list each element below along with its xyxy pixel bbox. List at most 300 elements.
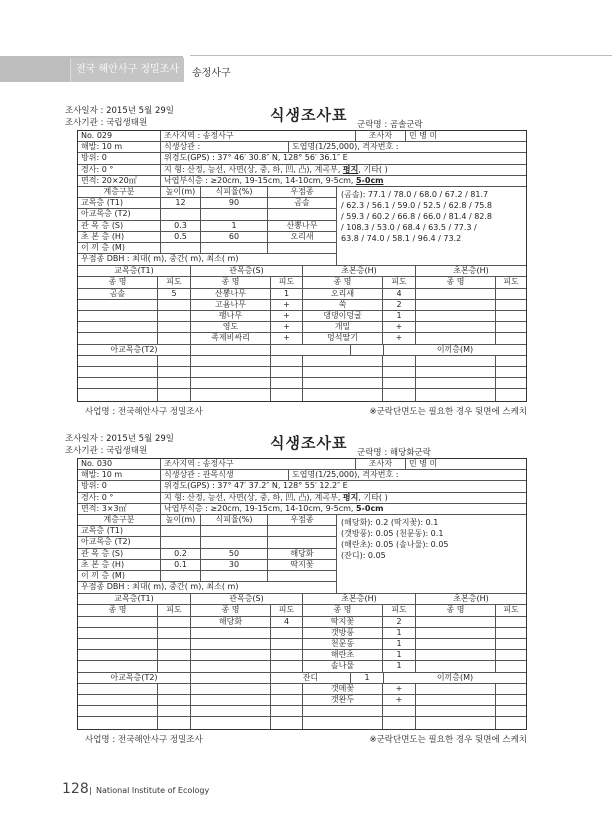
species-row xyxy=(78,650,526,661)
species-cell xyxy=(496,650,526,660)
species-cell xyxy=(496,661,526,671)
species-cell xyxy=(271,378,303,388)
species-cell xyxy=(78,650,158,660)
project-name: 사업명 : 전국해안사구 정밀조사 xyxy=(85,406,203,417)
litter-selected: 5-0cm xyxy=(355,503,384,513)
layer-cell: 60 xyxy=(201,232,268,242)
survey-agency: 조사기관 : 국립생태원 xyxy=(65,118,148,128)
cell: No. 030 xyxy=(78,459,161,469)
terrain-cell xyxy=(161,165,526,175)
species-cell xyxy=(78,695,158,705)
layer-cell xyxy=(161,526,201,536)
mid-cell: 잔디 xyxy=(271,673,351,683)
species-cell xyxy=(383,706,416,716)
sketch-note: ※군락단면도는 필요한 경우 뒷면에 스케치 xyxy=(369,734,527,745)
species-row xyxy=(78,628,526,639)
species-cell xyxy=(158,684,191,694)
cell: 민 병 미 xyxy=(409,459,438,468)
species-cell xyxy=(191,356,271,366)
species-cell: + xyxy=(383,695,416,705)
species-row xyxy=(78,706,526,717)
layer-cell xyxy=(161,209,201,219)
row-slope xyxy=(78,493,526,504)
species-cell xyxy=(158,322,191,332)
layer-cell: 30 xyxy=(201,560,268,570)
species-cell xyxy=(383,389,416,400)
mid-cell: 이끼층(M) xyxy=(436,672,474,682)
species-cell xyxy=(158,389,191,400)
layer-cell: 이 끼 층 (M) xyxy=(78,571,161,581)
cell: 해발: 10 m xyxy=(78,142,161,152)
layer-row xyxy=(78,526,336,537)
species-cell: + xyxy=(271,333,303,343)
layer-cell: 산뽕나무 xyxy=(286,220,318,230)
row-area xyxy=(78,176,526,187)
survey-table xyxy=(77,130,527,402)
species-cell xyxy=(496,356,526,366)
column-header: 피도 xyxy=(158,277,191,287)
form-footer xyxy=(77,405,527,419)
layer-cell xyxy=(201,243,268,253)
column-header: 종 명 xyxy=(191,277,271,287)
species-cell xyxy=(416,650,496,660)
layer-row xyxy=(78,243,336,254)
species-cell xyxy=(383,378,416,388)
species-cell: 솔나물 xyxy=(303,661,383,671)
species-row xyxy=(78,333,526,344)
species-cell xyxy=(303,367,383,377)
column-header: 피도 xyxy=(503,605,519,615)
cover-line: (곰솔): 77.1 / 78.0 / 68.0 / 67.2 / 81.7 xyxy=(341,189,489,199)
litter-text: 낙엽부식층 : ≥20cm, 19-15cm, 14-10cm, 9-5cm, xyxy=(164,175,356,185)
species-row xyxy=(78,661,526,672)
mid-cell: 이끼층(M) xyxy=(436,344,474,354)
layer-cell xyxy=(268,571,336,581)
layer-cell: 50 xyxy=(201,549,268,559)
footer-org: National Institute of Ecology xyxy=(96,786,210,795)
species-cell xyxy=(78,356,158,366)
species-cell xyxy=(383,717,416,728)
species-cell xyxy=(303,717,383,728)
cover-line: (해당화): 0.2 (딱지꽃): 0.1 xyxy=(341,517,439,527)
layer-group-header: 관목층(S) xyxy=(191,266,303,276)
species-cell xyxy=(496,322,526,332)
cell: 조사자 xyxy=(356,459,406,469)
mid-cell: 아교목층(T2) xyxy=(78,345,191,355)
species-cell xyxy=(496,717,526,728)
species-cell xyxy=(191,695,271,705)
species-cell xyxy=(78,661,158,671)
column-header: 피도 xyxy=(383,277,416,287)
species-cell xyxy=(191,717,271,728)
layer-table xyxy=(78,515,337,593)
species-cell xyxy=(158,717,191,728)
layer-cell xyxy=(161,243,201,253)
species-cell xyxy=(158,333,191,343)
subcanopy-moss-row xyxy=(78,673,526,684)
species-table xyxy=(78,266,526,400)
litter-cell xyxy=(161,504,526,514)
species-cell: 고욤나무 xyxy=(191,300,271,310)
species-cell: 해란초 xyxy=(303,650,383,660)
species-cell xyxy=(78,617,158,627)
terrain-cell xyxy=(161,493,526,503)
species-cell xyxy=(496,311,526,321)
cell: 조사지역 : 송정사구 xyxy=(161,459,356,469)
species-cell: 4 xyxy=(271,617,303,627)
survey-date: 조사일자 : 2015년 5월 29일 xyxy=(65,106,175,116)
layer-cell xyxy=(201,537,268,547)
layer-row xyxy=(78,537,336,548)
project-name: 사업명 : 전국해안사구 정밀조사 xyxy=(85,734,203,745)
species-row xyxy=(78,367,526,378)
layer-row xyxy=(78,232,336,243)
species-cell xyxy=(383,367,416,377)
column-header: 종 명 xyxy=(303,605,383,615)
layer-header xyxy=(78,187,336,198)
species-row xyxy=(78,617,526,628)
layer-table xyxy=(78,187,337,265)
layer-row xyxy=(78,221,336,232)
community-name: 군락명 : 해당화군락 xyxy=(357,448,431,458)
layer-cell: 해당화 xyxy=(290,548,314,558)
mid-cell xyxy=(351,345,384,355)
litter-text: 낙엽부식층 : ≥20cm, 19-15cm, 14-10cm, 9-5cm, xyxy=(164,503,356,513)
site-name: 송정사구 xyxy=(192,68,231,79)
form-footer xyxy=(77,733,527,747)
cell: 면적: 3×3㎡ xyxy=(78,504,161,514)
species-cell xyxy=(271,650,303,660)
column-header: 피도 xyxy=(383,605,416,615)
layer-cell: 0.3 xyxy=(161,221,201,231)
sketch-note: ※군락단면도는 필요한 경우 뒷면에 스케치 xyxy=(369,406,527,417)
column-header: 종 명 xyxy=(416,277,496,287)
layer-header-cell: 계층구분 xyxy=(78,187,161,197)
layer-section xyxy=(78,187,526,266)
species-cell xyxy=(496,628,526,638)
form-title: 식생조사표 xyxy=(270,106,348,124)
species-row xyxy=(78,639,526,650)
species-cell xyxy=(158,628,191,638)
layer-cell xyxy=(201,571,268,581)
cell: 방위: 0 xyxy=(78,481,161,491)
species-cell: 1 xyxy=(383,639,416,649)
cell: 식생상관 : 관목식생 xyxy=(161,470,289,480)
column-header: 피도 xyxy=(271,277,303,287)
species-cell xyxy=(416,639,496,649)
cell: 도엽명(1/25,000), 격자번호 : xyxy=(292,470,399,480)
species-cell: 산뽕나무 xyxy=(191,289,271,299)
survey-agency: 조사기관 : 국립생태원 xyxy=(65,446,148,456)
layer-cell: 딱지꽃 xyxy=(290,559,314,569)
species-cell xyxy=(158,367,191,377)
cell: 위경도(GPS) : 37° 46′ 30.8″ N, 128° 56′ 36.1″ E xyxy=(164,153,348,163)
species-row xyxy=(78,695,526,706)
mid-cell xyxy=(191,345,271,355)
species-row xyxy=(78,322,526,333)
species-cell xyxy=(158,617,191,627)
survey-form-030 xyxy=(65,432,527,747)
species-cell xyxy=(496,617,526,627)
layer-section xyxy=(78,515,526,594)
dbh-row xyxy=(78,254,336,265)
layer-row xyxy=(78,549,336,560)
page-separator xyxy=(90,787,91,795)
layer-cell: 교목층 (T1) xyxy=(78,526,161,536)
species-cell: 해당화 xyxy=(191,617,271,627)
column-header: 종 명 xyxy=(191,605,271,615)
mid-cell xyxy=(271,345,351,355)
layer-header-cell: 높이(m) xyxy=(161,187,201,197)
species-cell xyxy=(496,389,526,400)
column-header: 종 명 xyxy=(78,277,158,287)
row-elevation xyxy=(78,470,526,481)
species-cell: 쑥 xyxy=(303,300,383,310)
species-cell: 5 xyxy=(158,289,191,299)
species-cell xyxy=(416,706,496,716)
species-group-row xyxy=(78,594,526,605)
cover-line: / 62.3 / 56.1 / 59.0 / 52.5 / 62.8 / 75.8 xyxy=(341,200,493,210)
layer-group-header: 초본층(H) xyxy=(453,594,489,604)
species-cell xyxy=(191,378,271,388)
row-area xyxy=(78,504,526,515)
species-cell xyxy=(78,706,158,716)
species-row xyxy=(78,300,526,311)
layer-cell: 곰솔 xyxy=(294,198,310,208)
column-header: 피도 xyxy=(503,277,519,287)
cell: 우점종 DBH : 최대( m), 중간( m), 최소( m) xyxy=(81,254,239,264)
species-cell xyxy=(78,389,158,400)
species-cell: 천문동 xyxy=(303,639,383,649)
species-cell xyxy=(78,717,158,728)
cover-line: / 59.3 / 60.2 / 66.8 / 66.0 / 81.4 / 82.8 xyxy=(341,211,493,221)
species-cell xyxy=(496,378,526,388)
column-header: 피도 xyxy=(271,605,303,615)
species-cell xyxy=(271,639,303,649)
species-cell xyxy=(416,617,496,627)
survey-form-029 xyxy=(65,104,527,419)
species-cell xyxy=(416,684,496,694)
layer-cell: 0.2 xyxy=(161,549,201,559)
terrain-selected: 평지 xyxy=(342,492,359,502)
cell: 조사자 xyxy=(356,131,406,141)
layer-cell: 관 목 층 (S) xyxy=(78,549,161,559)
species-cell xyxy=(496,333,526,343)
species-cell xyxy=(191,684,271,694)
species-cell: 개밀 xyxy=(303,322,383,332)
species-cell xyxy=(158,356,191,366)
species-row xyxy=(78,378,526,389)
species-cell: 2 xyxy=(383,617,416,627)
species-row xyxy=(78,289,526,300)
layer-group-header: 초본층(H) xyxy=(303,266,416,276)
layer-cell: 관 목 층 (S) xyxy=(78,221,161,231)
mid-cell: 1 xyxy=(351,673,384,683)
species-cell: + xyxy=(383,684,416,694)
species-cell xyxy=(303,356,383,366)
layer-cell: 0.5 xyxy=(161,232,201,242)
section-title: 전국 해안사구 정밀조사 xyxy=(70,58,184,82)
cover-line: (갯방풍): 0.05 (천문동): 0.1 xyxy=(341,528,444,538)
species-cell xyxy=(158,706,191,716)
dbh-row xyxy=(78,582,336,593)
species-cell xyxy=(158,378,191,388)
species-cell xyxy=(271,389,303,400)
layer-header-cell: 높이(m) xyxy=(161,515,201,525)
species-cell xyxy=(416,378,496,388)
species-cell: 1 xyxy=(383,311,416,321)
layer-cell: 오리새 xyxy=(290,231,314,241)
species-cell: + xyxy=(383,322,416,332)
column-header: 종 명 xyxy=(416,605,496,615)
species-cell xyxy=(191,628,271,638)
survey-date: 조사일자 : 2015년 5월 29일 xyxy=(65,434,175,444)
cell: 조사지역 : 송정사구 xyxy=(161,131,356,141)
layer-cell xyxy=(268,526,336,536)
layer-cell xyxy=(201,209,268,219)
species-cell xyxy=(158,639,191,649)
layer-cell: 이 끼 층 (M) xyxy=(78,243,161,253)
species-cell xyxy=(416,289,496,299)
page-number: 128 xyxy=(62,781,89,797)
layer-row xyxy=(78,198,336,209)
species-cell xyxy=(78,639,158,649)
species-cell xyxy=(496,289,526,299)
species-cell: 팽나무 xyxy=(191,311,271,321)
species-cell: 딱지꽃 xyxy=(303,617,383,627)
cell: 위경도(GPS) : 37° 47′ 37.2″ N, 128° 55′ 12.2″ E xyxy=(164,481,348,491)
layer-header-cell: 식피율(%) xyxy=(201,187,268,197)
species-cell xyxy=(416,356,496,366)
layer-cell: 아교목층 (T2) xyxy=(78,537,161,547)
layer-group-header: 초본층(H) xyxy=(453,266,489,276)
cell: No. 029 xyxy=(78,131,161,141)
species-cell xyxy=(191,639,271,649)
layer-row xyxy=(78,209,336,220)
mid-cell: 아교목층(T2) xyxy=(78,673,191,683)
survey-table xyxy=(77,458,527,730)
species-row xyxy=(78,356,526,367)
species-cell xyxy=(271,684,303,694)
terrain-selected: 평지 xyxy=(342,164,359,174)
layer-cell: 12 xyxy=(161,198,201,208)
header-divider xyxy=(190,55,612,56)
terrain-other: , 기타( ) xyxy=(358,492,388,502)
species-cell xyxy=(191,661,271,671)
terrain-text: 지 형: 산정, 능선, 사면(상, 중, 하, 凹, 凸), 계곡부, xyxy=(164,164,343,174)
litter-selected: 5-0cm xyxy=(355,175,384,185)
layer-row xyxy=(78,560,336,571)
species-cell xyxy=(191,650,271,660)
species-cell xyxy=(78,322,158,332)
species-cell xyxy=(416,367,496,377)
species-cell xyxy=(416,322,496,332)
layer-cell: 초 본 층 (H) xyxy=(78,232,161,242)
species-cell xyxy=(416,717,496,728)
species-cell xyxy=(496,639,526,649)
species-cell xyxy=(78,333,158,343)
layer-cell: 교목층 (T1) xyxy=(78,198,161,208)
subcanopy-moss-row xyxy=(78,345,526,356)
species-cell: 1 xyxy=(271,289,303,299)
row-id xyxy=(78,131,526,142)
form-meta xyxy=(65,432,527,458)
layer-header-cell: 우점종 xyxy=(290,514,314,524)
species-cell xyxy=(383,356,416,366)
species-cell: + xyxy=(271,300,303,310)
species-cell: 갯메꽃 xyxy=(303,684,383,694)
species-cell xyxy=(271,706,303,716)
species-cell: 댕댕이덩굴 xyxy=(303,311,383,321)
species-cell xyxy=(191,389,271,400)
terrain-text: 지 형: 산정, 능선, 사면(상, 중, 하, 凹, 凸), 계곡부, xyxy=(164,492,343,502)
species-cell xyxy=(271,661,303,671)
cell: 민 병 미 xyxy=(409,131,438,140)
species-table xyxy=(78,594,526,728)
species-cell: 1 xyxy=(383,661,416,671)
layer-header xyxy=(78,515,336,526)
mid-cell xyxy=(191,673,271,683)
community-name: 군락명 : 곰솔군락 xyxy=(357,120,423,130)
layer-header-cell: 우점종 xyxy=(290,186,314,196)
form-meta xyxy=(65,104,527,130)
species-cell xyxy=(78,311,158,321)
species-cell xyxy=(416,389,496,400)
species-cell xyxy=(271,356,303,366)
cell: 경사: 0 ° xyxy=(78,165,161,175)
species-cell: 4 xyxy=(383,289,416,299)
cover-line: / 108.3 / 53.0 / 68.4 / 63.5 / 77.3 / xyxy=(341,222,477,232)
species-cell xyxy=(191,367,271,377)
column-header: 종 명 xyxy=(303,277,383,287)
species-row xyxy=(78,717,526,728)
species-cell xyxy=(271,695,303,705)
species-cell xyxy=(416,628,496,638)
species-cell xyxy=(78,684,158,694)
species-cell: 갯방풍 xyxy=(303,628,383,638)
layer-cell: 아교목층 (T2) xyxy=(78,209,161,219)
layer-cell xyxy=(268,537,336,547)
species-cell xyxy=(158,695,191,705)
species-row xyxy=(78,311,526,322)
layer-cell: 1 xyxy=(201,221,268,231)
layer-header-cell: 계층구분 xyxy=(78,515,161,525)
species-cell: 1 xyxy=(383,628,416,638)
column-header: 종 명 xyxy=(78,605,158,615)
cover-line: (해란초): 0.05 (솔나물): 0.05 xyxy=(341,539,449,549)
species-cell: 족제비싸리 xyxy=(191,333,271,343)
row-slope xyxy=(78,165,526,176)
species-cell: 1 xyxy=(383,650,416,660)
layer-cell: 90 xyxy=(201,198,268,208)
cell: 도엽명(1/25,000), 격자번호 : xyxy=(292,142,399,152)
species-cell xyxy=(271,717,303,728)
cell: 식생상관 : xyxy=(161,142,289,152)
species-cell xyxy=(496,706,526,716)
row-elevation xyxy=(78,142,526,153)
species-cell xyxy=(416,311,496,321)
species-cell xyxy=(78,628,158,638)
species-column-row xyxy=(78,605,526,616)
form-title: 식생조사표 xyxy=(270,434,348,452)
species-cell xyxy=(416,300,496,310)
row-aspect xyxy=(78,481,526,492)
species-cell xyxy=(78,378,158,388)
cell: 해발: 10 m xyxy=(78,470,161,480)
cell: 면적: 20×20㎡ xyxy=(78,176,161,186)
litter-cell xyxy=(161,176,526,186)
cover-line: 63.8 / 74.0 / 58.1 / 96.4 / 73.2 xyxy=(341,233,462,243)
